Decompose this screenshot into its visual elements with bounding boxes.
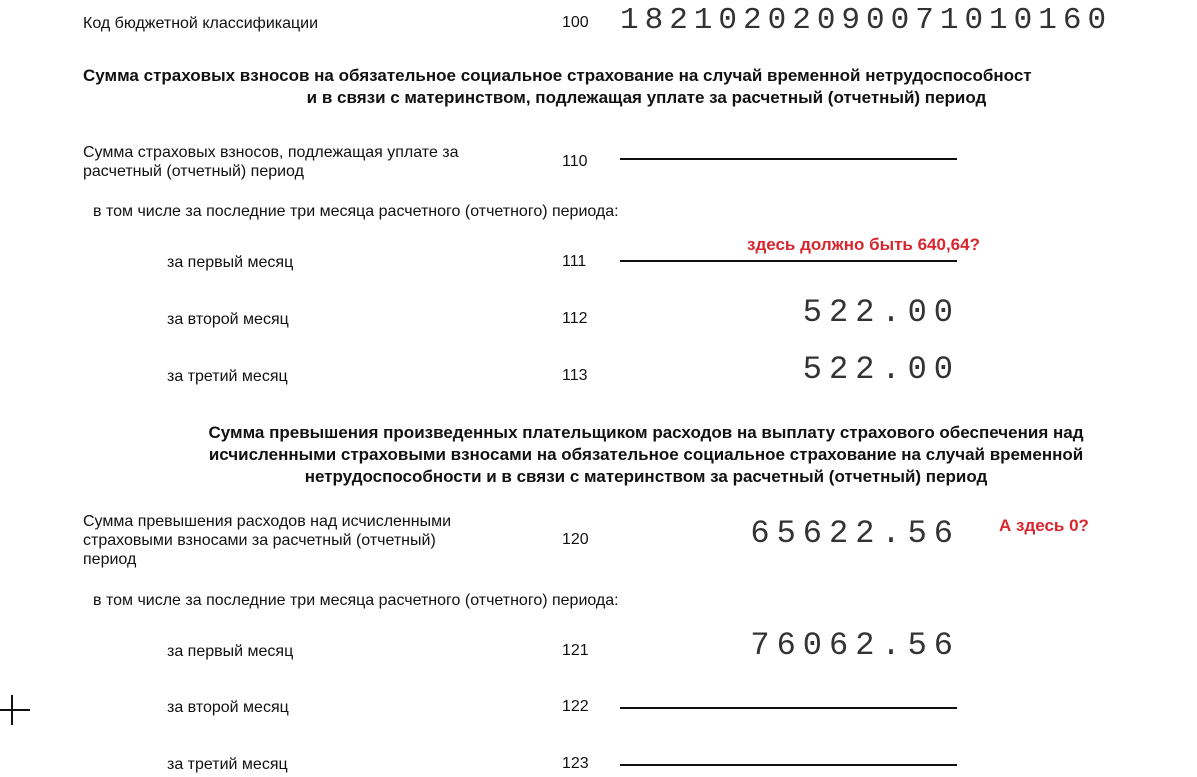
row-110-value-line[interactable] bbox=[620, 158, 957, 160]
row-110-label: Сумма страховых взносов, подлежащая уплате за расчетный (отчетный) период bbox=[83, 144, 459, 180]
row-112-value[interactable]: 522.00 bbox=[802, 294, 960, 331]
row-123-label: за третий месяц bbox=[167, 756, 288, 773]
note-row-111: здесь должно быть 640,64? bbox=[747, 235, 980, 254]
row-120-value[interactable]: 65622.56 bbox=[750, 515, 960, 552]
row-111-label: за первый месяц bbox=[167, 254, 294, 271]
row-113-label: за третий месяц bbox=[167, 368, 288, 385]
section2-heading-line3: нетрудоспособности и в связи с материнством за расчетный (отчетный) период bbox=[304, 467, 988, 486]
crosshair-icon-horizontal bbox=[0, 709, 30, 711]
row-122-value-line[interactable] bbox=[620, 707, 957, 709]
row-123-value-line[interactable] bbox=[620, 764, 957, 766]
row-110-code: 110 bbox=[562, 153, 588, 170]
section2-heading-line1: Сумма превышения произведенных плательщиком расходов на выплату страхового обеспечения над bbox=[208, 423, 1084, 442]
kbk-label: Код бюджетной классификации bbox=[83, 15, 319, 32]
row-120-code: 120 bbox=[562, 531, 589, 548]
note-row-120: А здесь 0? bbox=[999, 516, 1089, 535]
row-112-code: 112 bbox=[562, 310, 588, 327]
row-120-label: Сумма превышения расходов над исчисленными страховыми взносами за расчетный (отчетный) период bbox=[83, 513, 452, 568]
row-122-code: 122 bbox=[562, 698, 589, 715]
kbk-value[interactable]: 18210202090071010160 bbox=[620, 3, 1113, 38]
row-123-code: 123 bbox=[562, 755, 589, 772]
row-111-value-line[interactable] bbox=[620, 260, 957, 262]
kbk-line-code: 100 bbox=[562, 14, 589, 31]
row-111-code: 111 bbox=[562, 253, 587, 270]
row-113-value[interactable]: 522.00 bbox=[802, 351, 960, 388]
row-112-label: за второй месяц bbox=[167, 311, 289, 328]
section1-subheading: в том числе за последние три месяца расчетного (отчетного) периода: bbox=[93, 203, 619, 220]
section1-heading-line2: и в связи с материнством, подлежащая уплате за расчетный (отчетный) период bbox=[306, 88, 987, 107]
row-121-label: за первый месяц bbox=[167, 643, 294, 660]
row-122-label: за второй месяц bbox=[167, 699, 289, 716]
section1-heading-line1: Сумма страховых взносов на обязательное социальное страхование на случай временной нетрудоспособност bbox=[83, 66, 1032, 85]
section2-subheading: в том числе за последние три месяца расчетного (отчетного) периода: bbox=[93, 592, 619, 609]
row-121-value[interactable]: 76062.56 bbox=[750, 627, 960, 664]
row-113-code: 113 bbox=[562, 367, 588, 384]
crosshair-icon-vertical bbox=[11, 695, 13, 725]
row-121-code: 121 bbox=[562, 642, 589, 659]
section2-heading-line2: исчисленными страховыми взносами на обязательное социальное страхование на случай временной bbox=[208, 445, 1084, 464]
